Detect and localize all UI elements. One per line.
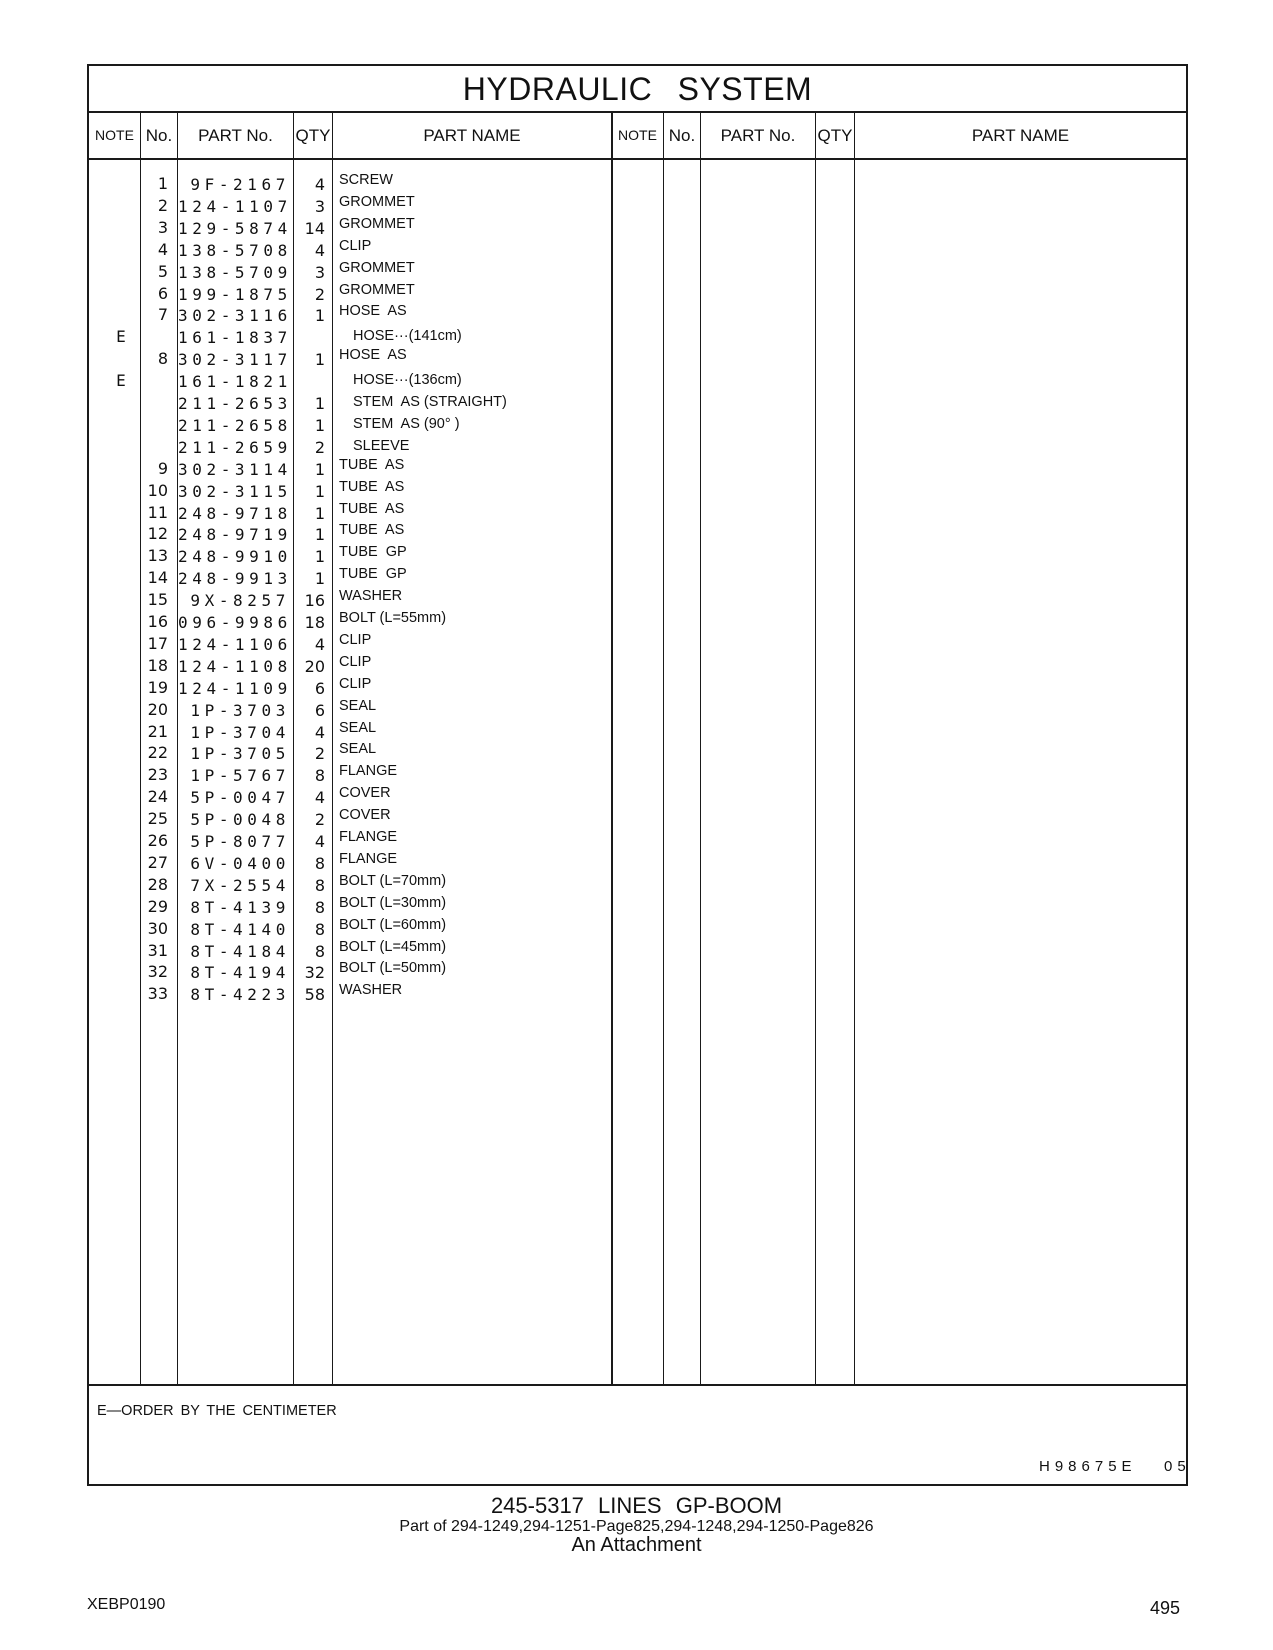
table-row [89,369,1186,391]
table-row [89,829,1186,851]
row-number: 18 [147,655,168,675]
row-part-number: 161-1821 [178,372,292,392]
row-quantity: 8 [314,941,325,961]
table-row [89,588,1186,610]
caption-line-3: An Attachment [571,1534,702,1556]
row-part-number: 9F-2167 [190,175,290,194]
row-number: 22 [147,743,168,763]
row-quantity: 1 [314,547,325,567]
table-row [89,741,1186,763]
row-number: 10 [147,480,168,500]
caption-line-1: 245-5317 LINES GP-BOOM [490,1493,783,1518]
row-part-number: 302-3117 [178,350,292,370]
row-part-name: WASHER [339,588,403,605]
row-quantity: 1 [314,350,325,370]
row-number: 6 [157,283,168,303]
table-row [89,720,1186,742]
table-row [89,917,1186,939]
row-part-name: SEAL [339,741,377,758]
row-quantity: 2 [314,437,325,457]
section-title: HYDRAULIC SYSTEM [89,66,1186,113]
row-part-name: TUBE AS [339,522,405,539]
table-row [89,698,1186,720]
row-note: E [116,371,126,391]
row-part-number: 248-9910 [178,547,292,567]
row-number: 19 [147,677,168,697]
row-part-name: WASHER [339,982,403,999]
table-row [89,632,1186,654]
table-row [89,807,1186,829]
row-part-number: 8T-4184 [190,941,290,961]
row-number: 3 [157,217,168,237]
header-qty-left: QTY [295,126,331,145]
table-row [89,479,1186,501]
table-row [89,610,1186,632]
row-quantity: 4 [314,788,325,808]
row-quantity: 1 [314,481,325,501]
table-row [89,194,1186,216]
row-part-number: 211-2653 [178,394,292,413]
row-number: 28 [147,874,168,894]
row-number: 4 [157,239,168,259]
row-number: 9 [157,458,168,478]
row-quantity: 1 [314,525,325,545]
table-row [89,785,1186,807]
row-part-number: 9X-8257 [190,591,290,611]
table-row [89,566,1186,588]
row-part-number: 124-1107 [178,196,292,216]
table-row [89,676,1186,698]
footer-divider [89,1384,1186,1386]
row-part-name: TUBE GP [339,544,407,561]
row-quantity: 4 [314,240,325,260]
row-part-name: SEAL [339,719,377,736]
row-quantity: 6 [314,678,325,698]
table-row [89,303,1186,325]
row-note: E [116,327,126,347]
row-quantity: 6 [314,700,325,720]
row-part-name: TUBE AS [339,478,405,495]
row-number: 32 [147,962,168,982]
header-no-right: No. [668,126,696,145]
row-number: 16 [147,612,168,631]
row-part-name: SCREW [339,172,393,188]
row-number: 30 [147,918,168,938]
row-part-name: HOSE AS [339,347,407,364]
table-row [89,325,1186,347]
row-part-name: GROMMET [339,193,415,210]
row-part-number: 138-5708 [178,240,292,260]
table-row [89,654,1186,676]
row-quantity: 1 [314,415,325,435]
row-part-name: CLIP [339,675,372,692]
table-row [89,522,1186,544]
row-number: 26 [147,831,168,850]
row-part-name: SEAL [339,697,377,714]
row-number: 29 [147,896,168,916]
row-quantity: 20 [304,656,325,676]
row-quantity: 8 [314,919,325,939]
row-part-name: HOSE···(141cm) [353,328,462,345]
header-no-left: No. [145,126,173,145]
footnote: E—ORDER BY THE CENTIMETER [97,1403,337,1419]
table-row [89,347,1186,369]
table-row [89,873,1186,895]
row-number: 8 [157,349,168,369]
row-part-number: 211-2658 [178,415,292,435]
table-row [89,763,1186,785]
row-number: 2 [157,195,168,215]
row-quantity: 32 [304,963,325,983]
row-part-number: 129-5874 [178,218,292,238]
row-quantity: 4 [314,722,325,742]
row-part-number: 248-9719 [178,525,292,545]
row-part-name: BOLT (L=50mm) [339,960,447,977]
row-part-number: 096-9986 [178,613,292,632]
row-quantity: 1 [314,306,325,326]
row-part-name: BOLT (L=70mm) [339,872,447,889]
row-quantity: 1 [314,459,325,479]
row-part-number: 1P-3703 [190,700,290,720]
document-id: XEBP0190 [87,1596,166,1613]
row-part-number: 302-3114 [178,459,292,479]
row-quantity: 8 [314,875,325,895]
row-quantity: 8 [314,853,325,873]
row-quantity: 18 [304,613,325,632]
row-part-number: 7X-2554 [190,875,290,895]
row-part-name: CLIP [339,631,372,648]
row-quantity: 4 [314,175,325,194]
row-part-number: 8T-4223 [190,985,290,1005]
header-note-left: NOTE [95,127,134,143]
row-part-number: 1P-3704 [190,722,290,742]
row-part-number: 124-1109 [178,678,292,698]
header-qty-right: QTY [817,126,853,145]
row-number: 15 [147,590,168,610]
row-number: 17 [147,633,168,653]
row-part-number: 8T-4194 [190,963,290,983]
row-part-number: 1P-3705 [190,744,290,764]
row-part-name: GROMMET [339,215,415,232]
row-part-number: 5P-8077 [190,832,290,851]
table-row [89,895,1186,917]
parts-list-frame [87,64,1191,1486]
row-quantity: 1 [314,569,325,589]
row-part-name: GROMMET [339,259,415,276]
row-part-name: COVER [339,785,391,802]
row-number: 7 [157,305,168,325]
row-part-name: SLEEVE [353,437,410,454]
row-part-number: 6V-0400 [190,853,290,873]
row-part-name: STEM AS (90° ) [353,415,460,432]
row-part-number: 248-9913 [178,569,292,589]
row-quantity: 14 [304,218,325,238]
row-number: 12 [147,524,168,544]
row-part-name: FLANGE [339,850,398,867]
row-part-name: CLIP [339,237,372,254]
row-number: 11 [147,502,168,522]
table-row [89,982,1186,1004]
row-quantity: 16 [304,591,325,611]
table-row [89,851,1186,873]
table-row [89,391,1186,413]
row-part-name: GROMMET [339,281,415,298]
row-number: 21 [147,721,168,741]
table-row [89,960,1186,982]
header-part-no-left: PART No. [198,126,273,145]
row-part-name: COVER [339,807,391,824]
row-part-number: 8T-4140 [190,919,290,939]
row-part-number: 138-5709 [178,262,292,282]
row-part-number: 5P-0047 [190,788,290,808]
row-part-name: BOLT (L=30mm) [339,894,447,911]
row-quantity: 8 [314,766,325,786]
row-quantity: 1 [314,503,325,523]
row-part-name: CLIP [339,653,372,670]
table-row [89,260,1186,282]
table-row [89,501,1186,523]
row-part-number: 302-3116 [178,306,292,326]
row-part-name: BOLT (L=45mm) [339,938,447,955]
column-header-row [89,113,1186,160]
row-part-number: 1P-5767 [190,766,290,786]
row-part-name: HOSE···(136cm) [353,372,462,389]
header-part-name-left: PART NAME [423,126,521,145]
caption-line-2: Part of 294-1249,294-1251-Page825,294-1248,294-1250-Page826 [399,1518,874,1535]
row-number: 31 [147,940,168,960]
table-row [89,413,1186,435]
page-number: 495 [1150,1598,1181,1618]
row-quantity: 8 [314,897,325,917]
row-part-name: BOLT (L=60mm) [339,916,447,933]
row-quantity: 4 [314,832,325,851]
table-row [89,544,1186,566]
row-number: 20 [147,699,168,719]
row-number: 23 [147,765,168,785]
row-number: 14 [147,568,168,588]
table-row [89,282,1186,304]
header-note-right: NOTE [618,127,657,143]
row-part-name: FLANGE [339,829,398,845]
row-part-number: 124-1106 [178,634,292,654]
table-row [89,172,1186,194]
parts-table-body [89,160,1186,1476]
row-part-number: 161-1837 [178,328,292,348]
row-quantity: 3 [314,196,325,216]
row-number: 24 [147,787,168,807]
header-part-name-right: PART NAME [971,126,1070,145]
row-part-name: TUBE GP [339,566,407,583]
row-part-name: STEM AS (STRAIGHT) [353,394,507,410]
row-number: 1 [157,174,168,193]
row-part-name: TUBE AS [339,456,405,473]
row-quantity: 4 [314,634,325,654]
row-number: 27 [147,852,168,872]
row-part-number: 8T-4139 [190,897,290,917]
table-row [89,238,1186,260]
row-part-name: TUBE AS [339,500,405,517]
row-number: 13 [147,546,168,566]
table-row [89,939,1186,961]
row-part-number: 302-3115 [178,481,292,501]
row-quantity: 1 [314,394,325,413]
row-quantity: 2 [314,744,325,764]
row-quantity: 58 [304,985,325,1005]
table-row [89,457,1186,479]
row-part-number: 248-9718 [178,503,292,523]
table-row [89,435,1186,457]
row-part-name: HOSE AS [339,303,407,320]
header-part-no-right: PART No. [720,126,796,145]
row-part-number: 211-2659 [178,437,292,457]
row-quantity: 3 [314,262,325,282]
row-part-number: 5P-0048 [190,810,290,830]
row-part-number: 199-1875 [178,284,292,304]
row-number: 33 [147,984,168,1004]
row-part-name: BOLT (L=55mm) [339,610,447,626]
row-part-number: 124-1108 [178,656,292,676]
row-quantity: 2 [314,810,325,830]
row-part-name: FLANGE [339,763,398,780]
row-number: 25 [147,809,168,829]
row-number: 5 [157,261,168,281]
row-quantity: 2 [314,284,325,304]
table-row [89,216,1186,238]
drawing-code: H98675E 05 [1039,1458,1191,1475]
